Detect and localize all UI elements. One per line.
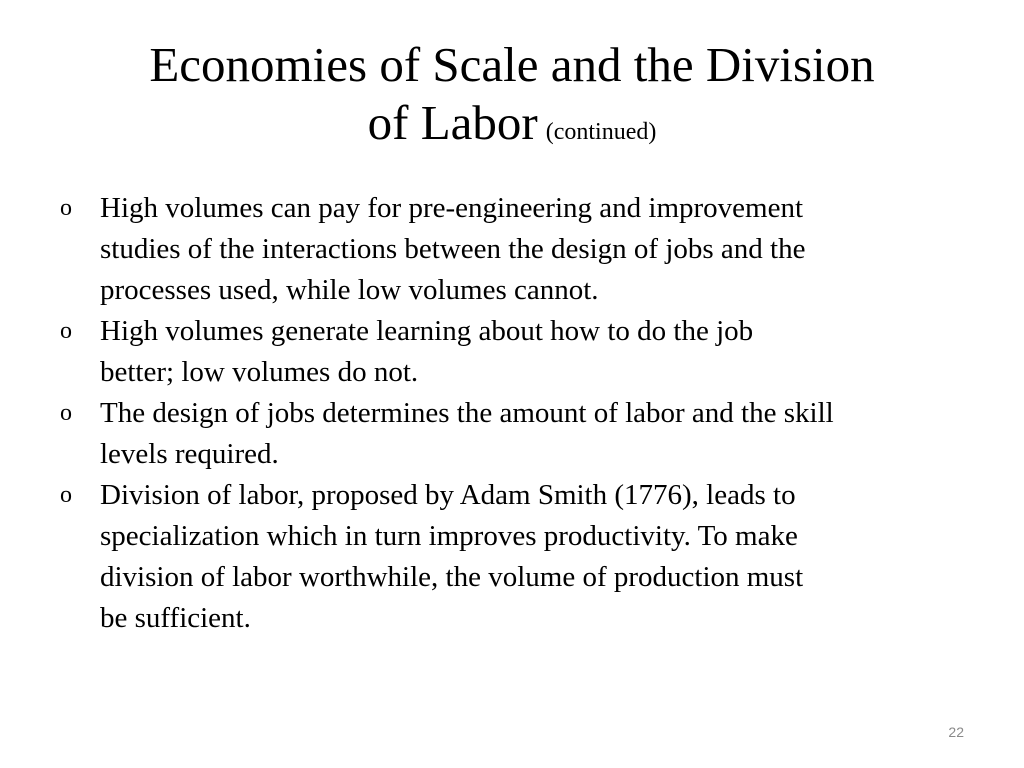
bullet-line: The design of jobs determines the amount of labor and the skill — [100, 397, 834, 429]
bullet-circle-icon: o — [60, 482, 72, 508]
slide-title — [40, 36, 984, 161]
bullet-line: better; low volumes do not. — [100, 356, 419, 388]
bullet-line: specialization which in turn improves productivity. To make — [100, 520, 798, 552]
title-line-1: Economies of Scale and the Division — [149, 37, 875, 92]
title-line-2-text: of Labor — [367, 95, 538, 150]
title-continued-label: (continued) — [545, 119, 657, 145]
bullet-circle-icon: o — [60, 195, 72, 221]
bullet-item — [60, 393, 980, 475]
bullet-line: processes used, while low volumes cannot. — [100, 274, 599, 306]
bullet-circle-icon: o — [60, 318, 72, 344]
page-number: 22 — [948, 724, 964, 740]
bullet-list — [60, 188, 980, 639]
title-line-2 — [40, 94, 984, 161]
bullet-line: levels required. — [100, 438, 279, 470]
bullet-line: High volumes generate learning about how to do the job — [100, 315, 754, 347]
bullet-line: division of labor worthwhile, the volume of production must — [100, 561, 804, 593]
bullet-line: Division of labor, proposed by Adam Smith (1776), leads to — [100, 479, 796, 511]
bullet-item — [60, 475, 980, 639]
bullet-line: studies of the interactions between the design of jobs and the — [100, 233, 806, 265]
bullet-line: be sufficient. — [100, 602, 251, 634]
bullet-line: High volumes can pay for pre-engineering and improvement — [100, 192, 804, 224]
bullet-item — [60, 311, 980, 393]
bullet-circle-icon: o — [60, 400, 72, 426]
bullet-item — [60, 188, 980, 311]
